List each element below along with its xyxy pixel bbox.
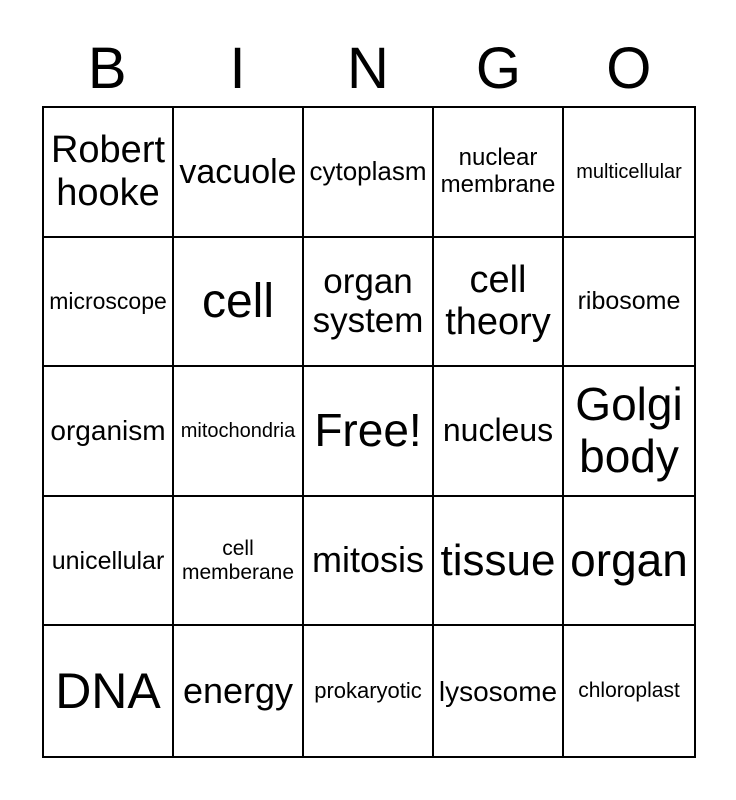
bingo-cell[interactable]: organism bbox=[44, 367, 174, 497]
title-letter-o: O bbox=[606, 36, 652, 101]
bingo-cell[interactable]: nucleus bbox=[434, 367, 564, 497]
bingo-cell[interactable]: tissue bbox=[434, 497, 564, 627]
bingo-cell[interactable]: energy bbox=[174, 626, 304, 756]
bingo-cell[interactable]: cell bbox=[174, 238, 304, 368]
bingo-cell[interactable]: DNA bbox=[44, 626, 174, 756]
bingo-cell[interactable]: nuclear membrane bbox=[434, 108, 564, 238]
bingo-cell[interactable]: microscope bbox=[44, 238, 174, 368]
bingo-cell[interactable]: lysosome bbox=[434, 626, 564, 756]
bingo-cell[interactable]: multicellular bbox=[564, 108, 694, 238]
title-letter-g: G bbox=[475, 36, 521, 101]
bingo-cell[interactable]: mitochondria bbox=[174, 367, 304, 497]
free-space-cell[interactable]: Free! bbox=[304, 367, 434, 497]
bingo-cell[interactable]: cell memberane bbox=[174, 497, 304, 627]
bingo-cell[interactable]: cell theory bbox=[434, 238, 564, 368]
title-letter-i: I bbox=[229, 36, 246, 101]
bingo-cell[interactable]: Robert hooke bbox=[44, 108, 174, 238]
bingo-cell[interactable]: vacuole bbox=[174, 108, 304, 238]
bingo-cell[interactable]: ribosome bbox=[564, 238, 694, 368]
bingo-cell[interactable]: organ bbox=[564, 497, 694, 627]
bingo-cell[interactable]: organ system bbox=[304, 238, 434, 368]
bingo-cell[interactable]: Golgi body bbox=[564, 367, 694, 497]
bingo-title bbox=[42, 0, 694, 104]
title-letter-b: B bbox=[87, 36, 127, 101]
bingo-grid bbox=[42, 106, 696, 758]
bingo-cell[interactable]: chloroplast bbox=[564, 626, 694, 756]
bingo-cell[interactable]: mitosis bbox=[304, 497, 434, 627]
title-letter-n: N bbox=[347, 36, 389, 101]
bingo-cell[interactable]: prokaryotic bbox=[304, 626, 434, 756]
bingo-cell[interactable]: unicellular bbox=[44, 497, 174, 627]
bingo-cell[interactable]: cytoplasm bbox=[304, 108, 434, 238]
